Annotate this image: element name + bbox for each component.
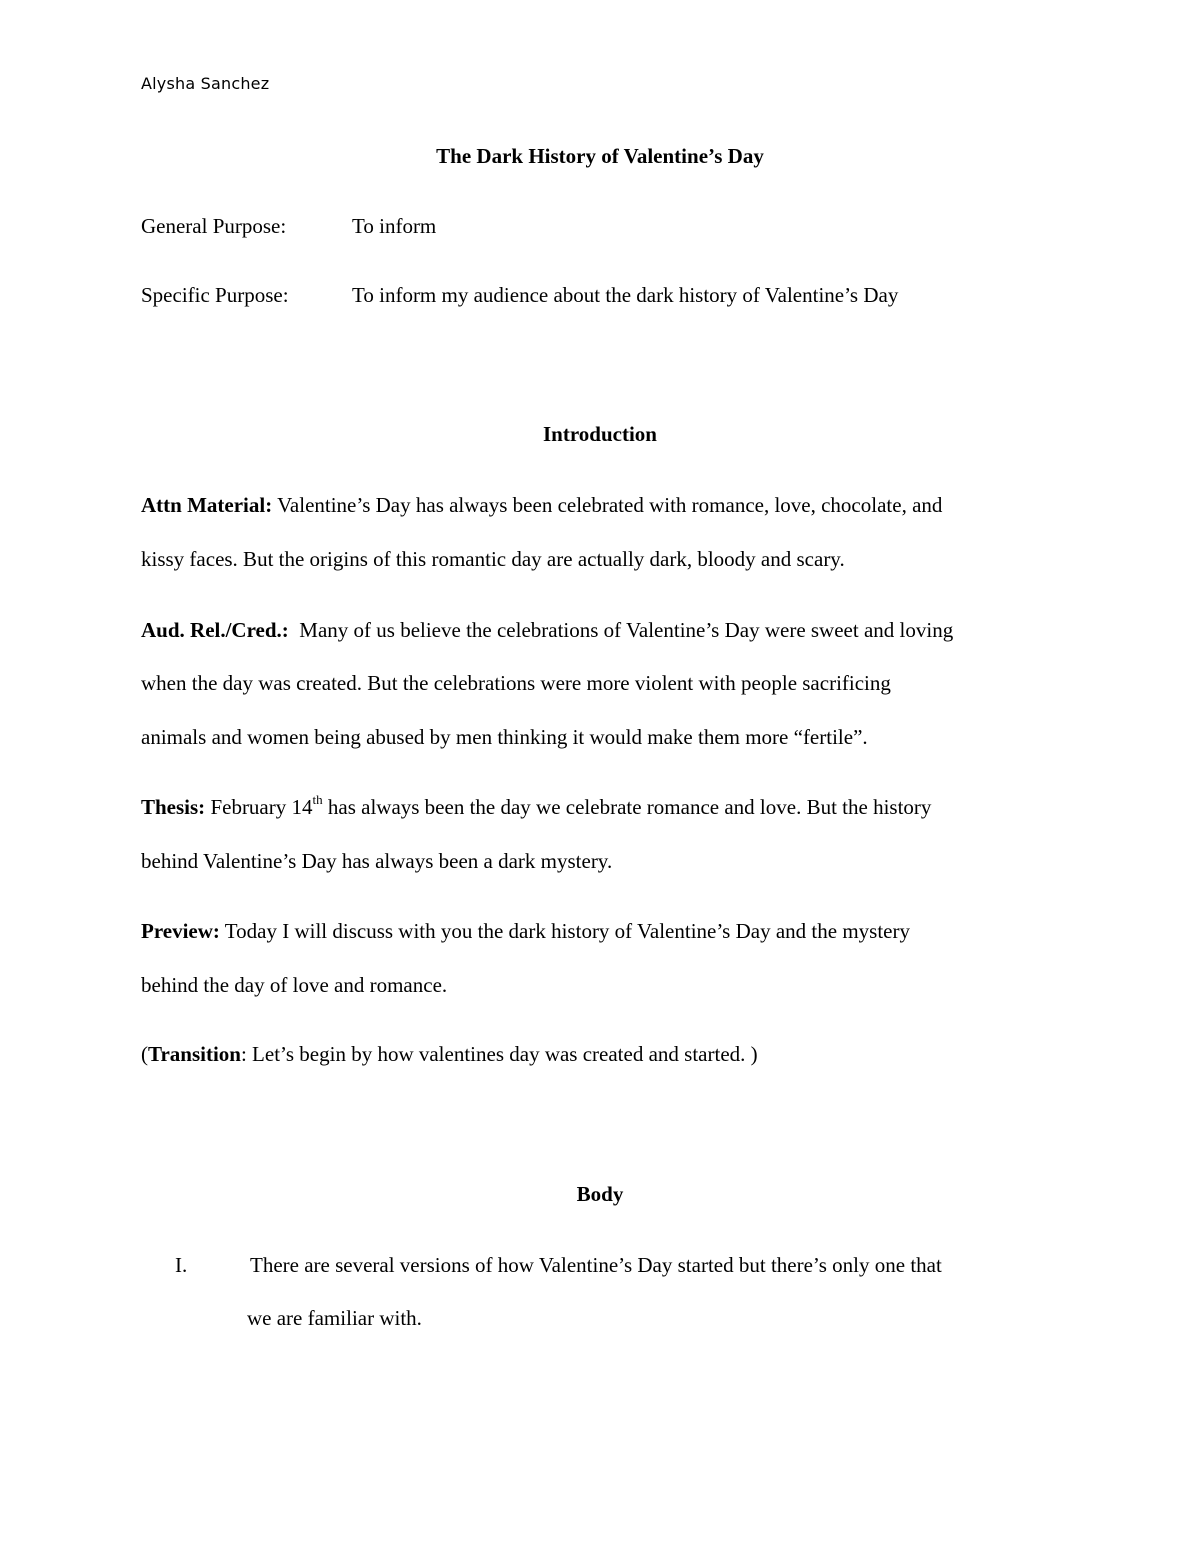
aud-rel-cred-label: Aud. Rel./Cred.:	[141, 618, 289, 642]
preview-line-2: behind the day of love and romance.	[141, 973, 448, 997]
attn-material-label: Attn Material:	[141, 493, 273, 517]
thesis-line-1	[141, 792, 932, 820]
attn-material-line-2: kissy faces. But the origins of this romantic day are actually dark, bloody and scary.	[141, 547, 845, 571]
aud-rel-cred-line-1	[141, 618, 953, 643]
introduction-heading: Introduction	[543, 422, 657, 446]
attn-material-line-1	[141, 493, 942, 518]
body-heading: Body	[576, 1182, 624, 1206]
aud-rel-cred-line-3: animals and women being abused by men thinking it would make them more “fertile”.	[141, 725, 868, 749]
thesis-superscript: th	[312, 792, 323, 807]
transition-open-paren: (	[141, 1042, 148, 1066]
general-purpose-label: General Purpose:	[141, 214, 287, 238]
outline-item-line-1: There are several versions of how Valentine’s Day started but there’s only one that	[250, 1253, 942, 1277]
transition-text: : Let’s begin by how valentines day was created and started. )	[240, 1042, 758, 1066]
specific-purpose-value: To inform my audience about the dark history of Valentine’s Day	[352, 283, 899, 307]
page-header-author: Alysha Sanchez	[141, 74, 270, 93]
thesis-line-2: behind Valentine’s Day has always been a dark mystery.	[141, 849, 613, 873]
preview-text: Today I will discuss with you the dark history of Valentine’s Day and the mystery	[219, 919, 910, 943]
attn-material-text: Valentine’s Day has always been celebrated with romance, love, chocolate, and	[272, 493, 943, 517]
general-purpose-value: To inform	[352, 214, 437, 238]
document-title: The Dark History of Valentine’s Day	[436, 144, 764, 168]
outline-item-line-2: we are familiar with.	[247, 1306, 422, 1330]
thesis-text-pre: February 14	[205, 795, 313, 819]
aud-rel-cred-line-2: when the day was created. But the celebrations were more violent with people sacrificing	[141, 671, 891, 695]
thesis-label: Thesis:	[141, 795, 206, 819]
preview-line-1	[141, 919, 910, 944]
preview-label: Preview:	[141, 919, 220, 943]
specific-purpose-label: Specific Purpose:	[141, 283, 289, 307]
thesis-text-post: has always been the day we celebrate romance and love. But the history	[322, 795, 932, 819]
outline-numeral: I.	[175, 1253, 188, 1277]
transition-label: Transition	[148, 1042, 241, 1066]
transition-line	[141, 1042, 758, 1067]
aud-rel-cred-text: Many of us believe the celebrations of Valentine’s Day were sweet and loving	[288, 618, 954, 642]
